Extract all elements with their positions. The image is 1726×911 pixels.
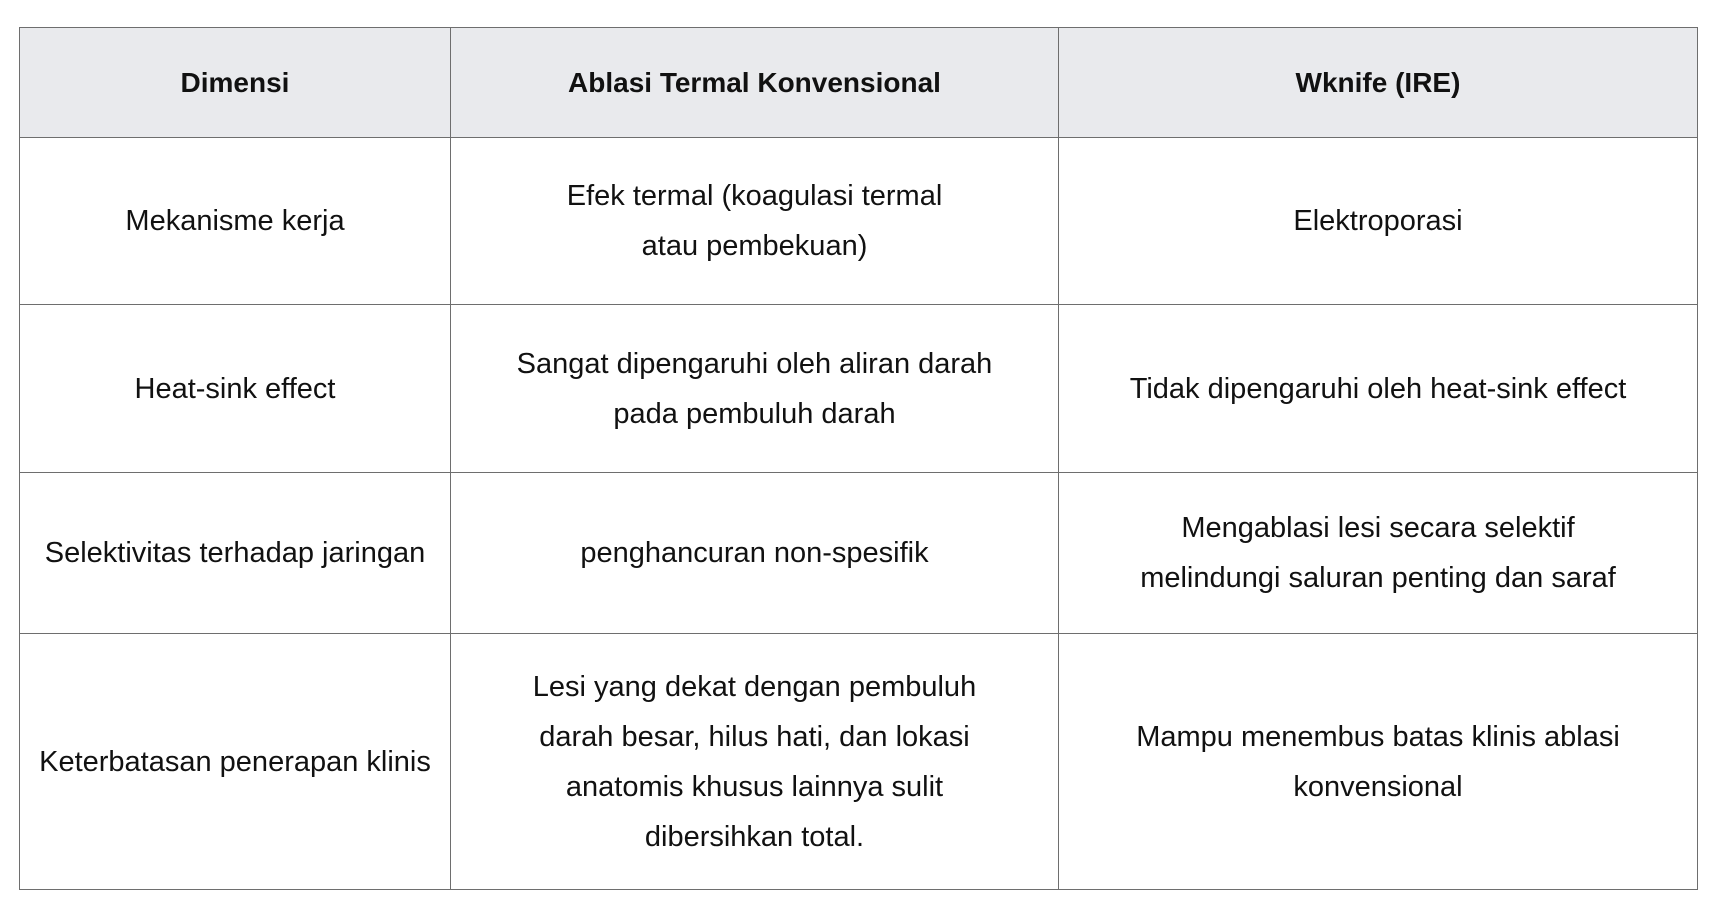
table-cell-thermal (451, 138, 1059, 305)
table-cell-ire (1059, 634, 1698, 890)
table-row (20, 473, 1698, 634)
cell-text: Efek termal (koagulasi termal atau pembekuan) (566, 180, 943, 262)
table-row (20, 305, 1698, 473)
header-wknife-ire: Wknife (IRE) (1059, 28, 1698, 138)
table-cell-dimension: Selektivitas terhadap jaringan (20, 473, 451, 634)
cell-text: Mengablasi lesi secara selektif melindungi saluran penting dan saraf (1140, 512, 1616, 594)
table-cell-ire: Tidak dipengaruhi oleh heat-sink effect (1059, 305, 1698, 473)
table-cell-ire: Elektroporasi (1059, 138, 1698, 305)
cell-text: Mampu menembus batas klinis ablasi konvensional (1136, 720, 1620, 803)
header-ablasi-termal: Ablasi Termal Konvensional (451, 28, 1059, 138)
table-row (20, 634, 1698, 890)
table-cell-ire (1059, 473, 1698, 634)
cell-text: Sangat dipengaruhi oleh aliran darah pada pembuluh darah (516, 347, 993, 430)
table-cell-dimension: Mekanisme kerja (20, 138, 451, 305)
table-row (20, 138, 1698, 305)
comparison-table-container (19, 27, 1697, 890)
table-cell-thermal (451, 305, 1059, 473)
cell-text: Lesi yang dekat dengan pembuluh darah besar, hilus hati, dan lokasi anatomis khusus lainnya sulit dibersihkan total. (532, 670, 977, 853)
header-dimensi: Dimensi (20, 28, 451, 138)
table-cell-dimension: Keterbatasan penerapan klinis (20, 634, 451, 890)
table-cell-dimension: Heat-sink effect (20, 305, 451, 473)
header-row (20, 28, 1698, 138)
table-header (20, 28, 1698, 138)
comparison-table (19, 27, 1698, 890)
table-body (20, 138, 1698, 890)
table-cell-thermal (451, 634, 1059, 890)
table-cell-thermal: penghancuran non-spesifik (451, 473, 1059, 634)
